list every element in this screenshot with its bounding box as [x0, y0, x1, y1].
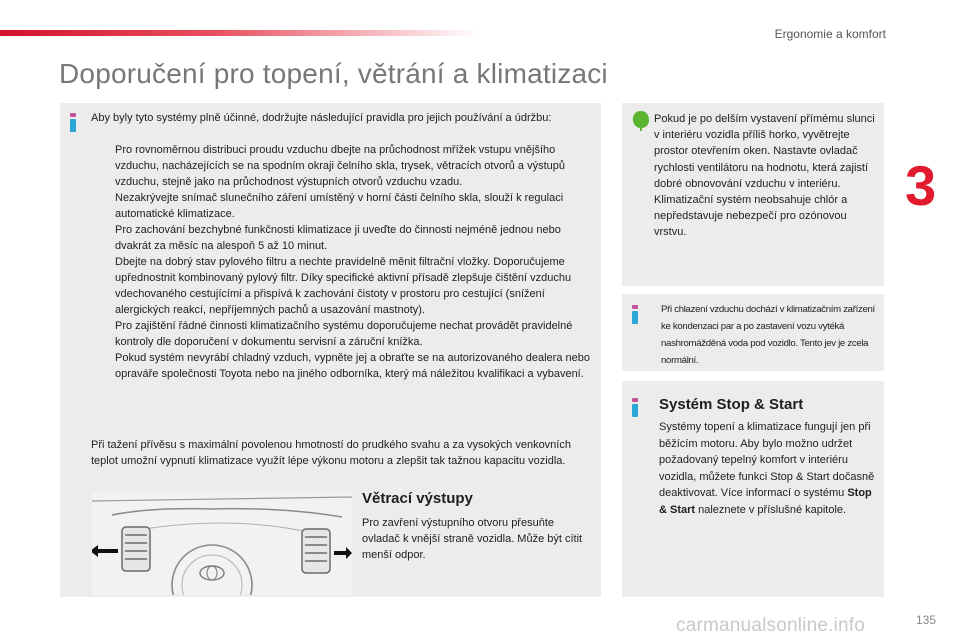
page-number: 135 — [915, 613, 936, 627]
section-label: Ergonomie a komfort — [774, 27, 886, 41]
dashboard-drawing — [92, 493, 352, 595]
list-item: Nezakrývejte snímač slunečního záření umístěný v horní části čelního skla, slouží k regulaci automatické klimatizace. — [115, 192, 564, 220]
list-item: Dbejte na dobrý stav pylového filtru a nechte pravidelně měnit filtrační vložky. Doporučujeme upřednostnit kombinovaný pylový filtr. Díky specifické aktivní přísadě zlepšuje čištění vzduchu vdechovaného cestujícími a přispívá k zachování čistoty v prostoru pro cestující (snížení alergických reakcí, nepříjemných pachů a usazování mastnoty). — [115, 256, 572, 316]
info-icon — [70, 113, 76, 132]
watermark: carmanualsonline.info — [676, 615, 866, 636]
list-item: Pro zachování bezchybné funkčnosti klimatizace ji uveďte do činnosti nejméně jednou nebo dvakrát za měsíc na alespoň 5 až 10 minut. — [115, 224, 561, 252]
header-stripe — [0, 30, 480, 36]
dashboard-vents-illustration — [92, 493, 352, 595]
intro-text: Aby byly tyto systémy plně účinné, dodržujte následující pravidla pro jejich používání a údržbu: — [91, 112, 552, 124]
info-icon — [632, 398, 638, 417]
leaf-icon — [631, 110, 651, 132]
towing-text: Při tažení přívěsu s maximální povolenou hmotností do prudkého svahu a za vysokých venkovních teplot umožní vypnutí klimatizace využít lépe výkonu motoru a zlepšit tak tažnou kapacitu vozidla. — [91, 439, 571, 467]
tip-text: Pokud je po delším vystavení přímému slunci v interiéru vozidla příliš horko, vyvětrejte prostor otevřením oken. Nastavte ovladač rychlosti ventilátoru na hodnotu, která zajistí dobré obnovování vzduchu v interiéru. Klimatizační systém neobsahuje chlór a nepředstavuje nebezpečí pro ozónovou vrstvu. — [654, 113, 875, 239]
list-item: Pokud systém nevyrábí chladný vzduch, vypněte jej a obraťte se na autorizovaného dealera nebo opraváře společnosti Toyota nebo na jiného odborníka, který má náležitou kvalifikaci a vybavení. — [115, 352, 590, 380]
vents-heading: Větrací výstupy — [362, 490, 473, 507]
vents-text: Pro zavření výstupního otvoru přesuňte ovladač k vnější straně vozidla. Může být cítit menší odpor. — [362, 517, 583, 561]
chapter-number: 3 — [905, 154, 937, 217]
list-item: Pro rovnoměrnou distribuci proudu vzduchu dbejte na průchodnost mřížek vstupu vnějšího vzduchu, nacházejících se na spodním okraji čelního skla, trysek, větracích otvorů a výstupů vzduchu, stejně jako na průchodnost výstupních otvorů vzduchu vzadu. — [115, 144, 566, 188]
list-item: Pro zajištění řádné činnosti klimatizačního systému doporučujeme nechat provádět pravidelné kontroly dle doporučení v dokumentu servisní a záruční knížka. — [115, 320, 573, 348]
stop-start-text: Systémy topení a klimatizace fungují jen při běžícím motoru. Aby bylo možno udržet požadovaný tepelný komfort v interiéru vozidla, můžete funkci Stop & Start dočasně deaktivovat. Více informací o systému Stop & Start naleznete v příslušné kapitole. — [659, 421, 875, 516]
condensation-info-text: Při chlazení vzduchu dochází v klimatizačním zařízení ke kondenzaci par a po zastavení vozu vytéká nashromážděná voda pod vozidlo. Tento jev je zcela normální. — [661, 304, 875, 366]
recommendation-list — [91, 142, 599, 382]
page-title: Doporučení pro topení, větrání a klimatizaci — [59, 58, 608, 89]
stop-start-heading: Systém Stop & Start — [659, 396, 804, 413]
info-icon — [632, 305, 638, 324]
